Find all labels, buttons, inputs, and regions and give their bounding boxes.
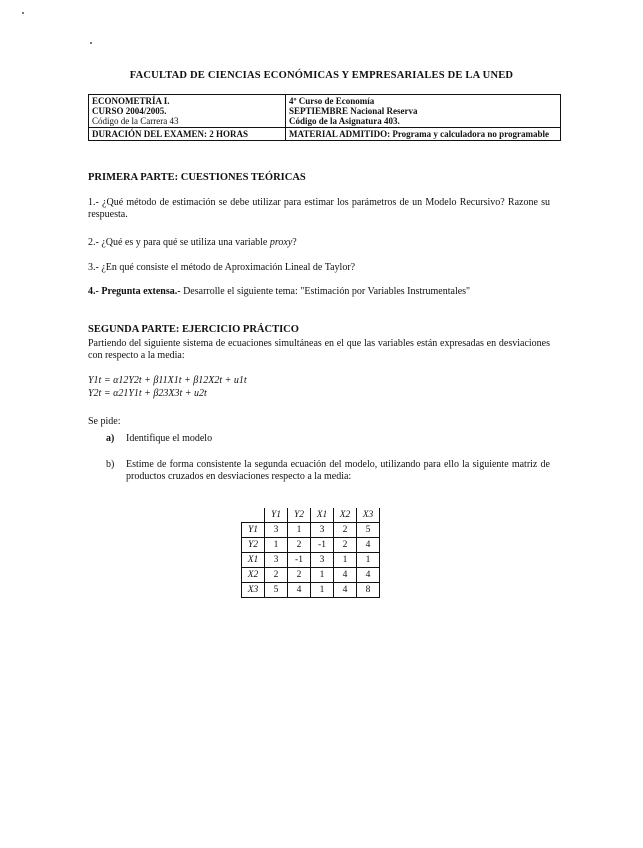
scan-speck — [22, 12, 24, 14]
part2-heading: SEGUNDA PARTE: EJERCICIO PRÁCTICO — [88, 324, 299, 335]
course-year-line: CURSO 2004/2005. — [92, 106, 167, 116]
course-info-cell — [89, 95, 286, 128]
matrix-cell: 4 — [334, 583, 357, 598]
matrix-cell: 1 — [357, 553, 380, 568]
matrix-row-header: X3 — [242, 583, 265, 598]
matrix-cell: 4 — [288, 583, 311, 598]
proxy-term: proxy — [269, 237, 293, 248]
question-2-text: 2.- ¿Qué es y para qué se utiliza una variable — [88, 237, 270, 248]
session-info-cell — [286, 95, 561, 128]
matrix-cell: 3 — [265, 553, 288, 568]
matrix-row-header: X1 — [242, 553, 265, 568]
matrix-cell: 3 — [265, 523, 288, 538]
subject-line: ECONOMETRÍA I. — [92, 96, 170, 106]
matrix-cell: 2 — [265, 568, 288, 583]
matrix-cell: 4 — [334, 568, 357, 583]
matrix-cell: 1 — [288, 523, 311, 538]
matrix-col-header: Y2 — [288, 508, 311, 523]
matrix-col-header: X3 — [357, 508, 380, 523]
matrix-cell: 2 — [288, 538, 311, 553]
matrix-cell: 2 — [288, 568, 311, 583]
matrix-cell: 1 — [311, 583, 334, 598]
matrix-cell: 8 — [357, 583, 380, 598]
matrix-col-header: X2 — [334, 508, 357, 523]
matrix-corner — [242, 508, 265, 523]
matrix-cell: 3 — [311, 523, 334, 538]
matrix-cell: 3 — [311, 553, 334, 568]
matrix-col-header: X1 — [311, 508, 334, 523]
question-4-label: 4.- Pregunta extensa.- — [88, 286, 181, 297]
matrix-cell: 5 — [265, 583, 288, 598]
scan-speck — [90, 42, 92, 44]
item-b-text: Estime de forma consistente la segunda ecuación del modelo, utilizando para ello la siguiente matriz de productos cruzados en desviaciones respecto a la media: — [126, 459, 550, 482]
matrix-cell: -1 — [288, 553, 311, 568]
matrix-row — [242, 583, 380, 598]
exercise-intro: Partiendo del siguiente sistema de ecuaciones simultáneas en el que las variables están expresadas en desviaciones con respecto a la media: — [88, 338, 550, 361]
exam-header-table — [88, 94, 561, 141]
se-pide: Se pide: — [88, 416, 121, 427]
item-a-label: a) — [106, 433, 115, 444]
question-4-text: Desarrolle el siguiente tema: "Estimación por Variables Instrumentales" — [180, 286, 471, 297]
matrix-row-header: X2 — [242, 568, 265, 583]
matrix-row — [242, 523, 380, 538]
matrix-cell: 2 — [334, 538, 357, 553]
equation-2: Y2t = α21Y1t + β23X3t + u2t — [88, 388, 207, 399]
equation-1: Y1t = α12Y2t + β11X1t + β12X2t + u1t — [88, 375, 247, 386]
question-2 — [88, 237, 550, 249]
item-b-label: b) — [106, 459, 115, 470]
duration-cell: DURACIÓN DEL EXAMEN: 2 HORAS — [89, 128, 286, 141]
matrix-cell: 5 — [357, 523, 380, 538]
question-4 — [88, 286, 558, 298]
career-code-line: Código de la Carrera 43 — [92, 116, 179, 126]
matrix-row-header: Y2 — [242, 538, 265, 553]
question-3: 3.- ¿En qué consiste el método de Aproximación Lineal de Taylor? — [88, 262, 356, 273]
part1-heading: PRIMERA PARTE: CUESTIONES TEÓRICAS — [88, 172, 306, 183]
matrix-cell: 4 — [357, 568, 380, 583]
matrix-header-row — [242, 508, 380, 523]
matrix-cell: -1 — [311, 538, 334, 553]
matrix-row — [242, 553, 380, 568]
faculty-title: FACULTAD DE CIENCIAS ECONÓMICAS Y EMPRESARIALES DE LA UNED — [129, 70, 514, 81]
matrix-col-header: Y1 — [265, 508, 288, 523]
item-a-text: Identifique el modelo — [126, 433, 213, 444]
matrix-row — [242, 568, 380, 583]
question-2-mark: ? — [292, 237, 297, 248]
matrix-cell: 1 — [334, 553, 357, 568]
matrix-cell: 4 — [357, 538, 380, 553]
matrix-row — [242, 538, 380, 553]
subject-code-line: Código de la Asignatura 403. — [289, 116, 400, 126]
material-cell: MATERIAL ADMITIDO: Programa y calculadora no programable — [286, 128, 561, 141]
question-1: 1.- ¿Qué método de estimación se debe utilizar para estimar los parámetros de un Modelo Recursivo? Razone su respuesta. — [88, 197, 550, 220]
session-line: SEPTIEMBRE Nacional Reserva — [289, 106, 418, 116]
matrix-row-header: Y1 — [242, 523, 265, 538]
matrix-cell: 2 — [334, 523, 357, 538]
matrix-cell: 1 — [265, 538, 288, 553]
cross-product-matrix — [241, 508, 380, 598]
matrix-cell: 1 — [311, 568, 334, 583]
course-level-line: 4º Curso de Economía — [289, 96, 375, 106]
